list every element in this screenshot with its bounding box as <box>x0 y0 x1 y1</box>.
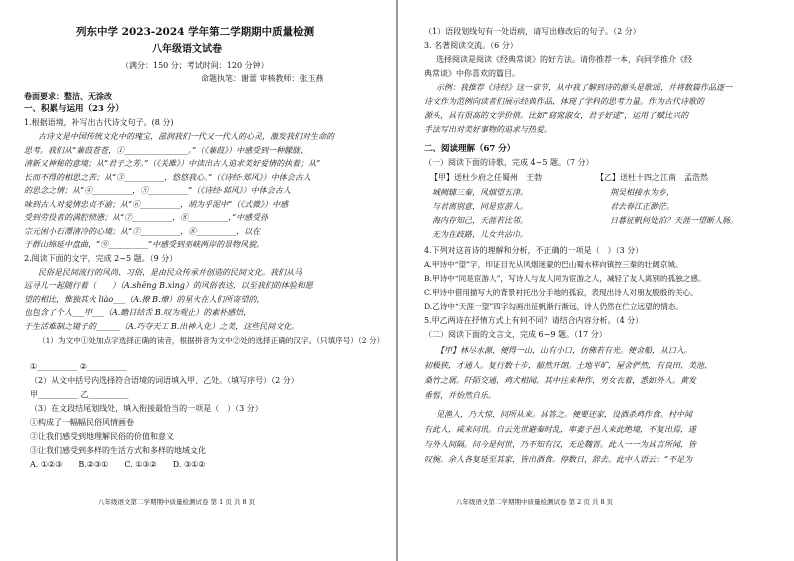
q3-line: 选择阅读是阅读《经典常谈》的好方法。请你推荐一本，向同学推介《经 <box>436 55 692 64</box>
q2-line: 民俗是民间流行的风尚、习俗，是由民众传承并创造的民间文化。我们从马 <box>38 268 302 277</box>
q3-heading: 3. 名著阅读交流。（6 分） <box>424 41 518 50</box>
prose-line: 初极狭，才通人。复行数十步，豁然开朗。土地平旷，屋舍俨然，有良田、美池、 <box>424 361 712 370</box>
q4-option-d: D.乙诗中“天涯一望”四字勾画出征帆渐行渐远，诗人仍然在伫立远望的情态。 <box>424 302 683 311</box>
option-1: ①构成了一幅幅民俗风情画卷 <box>30 418 134 427</box>
q3-line: 示例：我推荐《诗经》这一章节，从中我了解到诗的源头是歌谣，并将数篇作品逐一 <box>436 83 732 92</box>
section-1-heading: 一、积累与运用（23 分） <box>24 104 124 114</box>
page-footer: 八年级语文第二学期期中质量检测试卷 第 2 页 共 8 页 <box>456 498 614 506</box>
answer-choices: A. ①②③ B.②③① C. ①③② D. ③①② <box>30 460 206 469</box>
q2-sub1-blanks: ①__________ ②__________ <box>30 362 127 371</box>
q4-heading: 4.下列对这首诗的理解和分析，不正确的一项是（ ）（3 分） <box>424 246 644 255</box>
q3-line: 诗文作为范例向读者们展示经典作品，体现了学科的思考力量。作为古代诗歌的 <box>424 97 704 106</box>
poem-a-line: 无为在歧路，儿女共沾巾。 <box>432 230 528 239</box>
reading-2-heading: （二）阅读下面的文言文，完成 6~9 题。（17 分） <box>424 330 607 339</box>
poem-b-line: 君去春江正渺茫。 <box>610 202 674 211</box>
q1-line: 于群山绵延中盘曲，“⑨__________”中感受到巫峡两岸的景物风貌。 <box>24 240 265 249</box>
q2-line: 远寻儿一起随行着（ ）（A.shēng B.xìng）的风俗表达，以至我们的体验和愿 <box>24 281 313 290</box>
prose-line: 桑竹之属。阡陌交通，鸡犬相闻。其中往来种作，男女衣着，悉如外人。黄发 <box>424 376 696 385</box>
q1-line: 清新又神秘的意境；从“君子之芳。”（《关雎》）中读出古人追求美好爱情的执着；从“ <box>24 159 321 168</box>
exam-subtitle: 八年级语文试卷 <box>152 44 222 55</box>
page-footer: 八年级语文第二学期期中质量检测试卷 第 1 页 共 8 页 <box>98 498 256 506</box>
section-2-heading: 二、阅读理解（67 分） <box>424 144 516 154</box>
poem-b-line: 日暮征帆何处泊？天涯一望断人肠。 <box>610 216 738 225</box>
q3-line: 源头，具有很高的文学价值。比如“窈窕淑女，君子好逑”，运用了赋比兴的 <box>424 111 689 120</box>
q-top: （1）语段划线句有一处语病，请写出修改后的句子。（2 分） <box>424 27 641 36</box>
q1-line: 的思念之情；从“④__________，⑤__________”（《诗经·邶风》）中体会古人 <box>24 186 291 195</box>
exam-page-left <box>0 0 396 561</box>
q3-line: 典常谈》中你喜欢的篇目。 <box>424 69 520 78</box>
q2-heading: 2.阅读下面的文字，完成 2~5 题。（9 分） <box>24 254 178 263</box>
q1-line: 古诗文是中国传统文化中的瑰宝，滋润我们一代又一代人的心灵，激发我们对生命的 <box>38 132 334 141</box>
q1-line: 宗元困小石潭清冷的心境；从“⑦__________，⑧__________，以在 <box>24 227 261 236</box>
q4-option-a: A.甲诗中“望”字，印证目光从风烟迷蒙的巴山蜀水移向镇控三秦的壮阔京城。 <box>424 260 683 269</box>
q2-sub3: （3）在文段结尾划线处，填入衔接最恰当的一项是（ ）（3 分） <box>30 404 263 413</box>
score-time: （满分：150 分；考试时间：120 分钟） <box>121 61 269 70</box>
exam-title: 列东中学 2023-2024 学年第二学期期中质量检测 <box>76 26 315 38</box>
q1-heading: 1.根据语境，补写出古代诗文句子。(8 分) <box>24 118 174 127</box>
neatness-note: 卷面要求：整洁、无涂改 <box>24 91 112 101</box>
q1-line: 思考。我们从“蒹葭苍苍，①________________。”（《蒹葭》）中感受到一种朦胧、 <box>24 146 309 155</box>
poem-a-line: 城阙辅三秦，风烟望五津。 <box>432 188 528 197</box>
poem-a-title: 【甲】送杜少府之任蜀州 王勃 <box>430 173 542 182</box>
prose-line: 【甲】林尽水源，便得一山，山有小口，仿佛若有光。便舍船，从口入。 <box>436 346 692 355</box>
q2-sub2: （2）从文中括号内选择符合语境的词语填入甲、乙处。（填写序号）（2 分） <box>30 376 299 385</box>
q2-line: 望的相比，惟独其火 liào___（A.撩 B.燎）的星火在人们所寄望的， <box>24 295 265 304</box>
poem-a-line: 与君离别意，同是宦游人。 <box>432 202 528 211</box>
poem-b-title: 【乙】送杜十四之江南 孟浩然 <box>596 173 708 182</box>
q2-sub1: （1）为文中①处加点字选择正确的读音，根据拼音为文中②处的选择正确的汉字。（只填序号）（2 分） <box>38 336 385 345</box>
prose-line: 与外人间隔。问今是何世，乃不知有汉，无论魏晋。此人一一为具言所闻，皆 <box>424 440 696 449</box>
q4-option-b: B.甲诗中“同是宦游人”，写诗人与友人同为宦游之人，减轻了友人离别的孤独之感。 <box>424 274 706 283</box>
q1-line: 受到劳役者的满腔愤懑；从“⑦__________，⑧__________，”中感受孙 <box>24 213 269 222</box>
q2-line: 于生活难制之镜子的______（A.巧夺天工 B.出神入化）之美，这些民间文化。 <box>24 322 300 331</box>
q1-line: 味到古人对爱情忠贞不渝；从“⑥__________，胡为乎泥中”（《式微》）中感 <box>24 200 289 209</box>
authors: 命题执笔：谢蕾 审核教师：张玉燕 <box>201 74 324 83</box>
q2-sub2-blanks: 甲__________ 乙__________ <box>30 390 129 399</box>
poem-a-line: 海内存知己，天涯若比邻。 <box>432 216 528 225</box>
q5-heading: 5.甲乙两诗在抒情方式上有何不同？请结合内容分析。（4 分） <box>424 316 644 325</box>
prose-line: 有此人，咸来问讯。自云先世避秦时乱，率妻子邑人来此绝境，不复出焉，遂 <box>424 425 696 434</box>
prose-line: 叹惋。余人各复延至其家，皆出酒食。停数日，辞去。此中人语云：“不足为 <box>424 455 693 464</box>
option-3: ③让我们感受到多样的生活方式和多样的地域文化 <box>30 446 206 455</box>
prose-line: 垂髫，并怡然自乐。 <box>424 391 496 400</box>
q2-line: 也包含了个人___甲___（A.瞻目结舌 B.叹为观止）的素朴感悟， <box>24 308 252 317</box>
option-2: ②让我们感受到地理解民俗的价值和意义 <box>30 432 174 441</box>
prose-line: 见渔人，乃大惊，问所从来。具答之。便要还家，设酒杀鸡作食。村中闻 <box>436 410 692 419</box>
q1-line: 长而不得的相思之苦；从“③__________，悠悠我心。”（《诗经·郑风》）中体会古人 <box>24 173 311 182</box>
exam-page-right <box>398 0 794 561</box>
q3-line: 手法写出对美好事物的追求与热爱。 <box>424 125 552 134</box>
poem-b-line: 荆吴相接水为乡， <box>610 188 674 197</box>
reading-1-heading: （一）阅读下面的诗歌，完成 4~5 题。（7 分） <box>424 158 594 167</box>
q4-option-c: C.甲诗中借用描写大的背景衬托出分手地的孤寂，表现出诗人对朋友殷殷的关心。 <box>424 288 698 297</box>
